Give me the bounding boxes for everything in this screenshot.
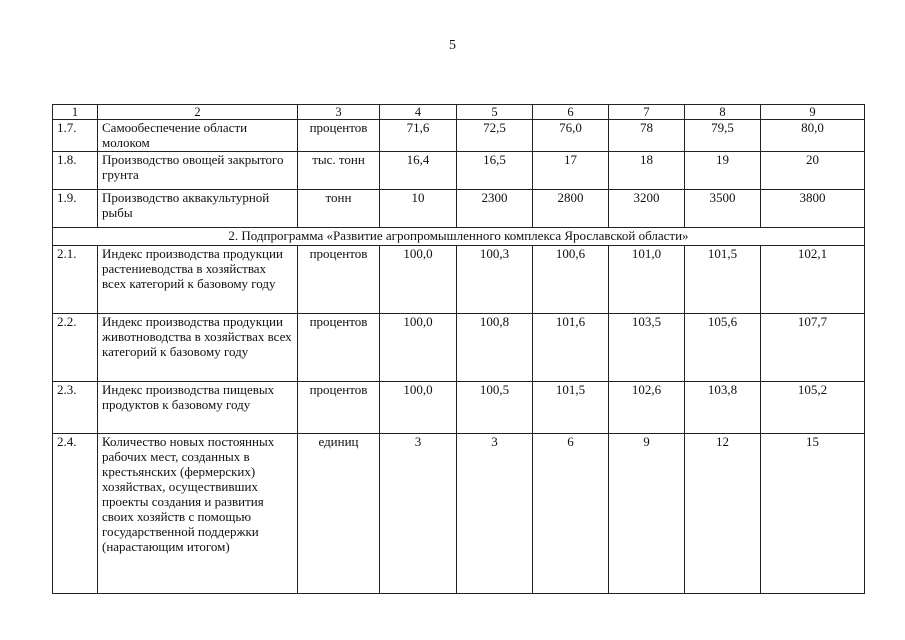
value-cell: 72,5 xyxy=(457,120,533,152)
value-cell: 2800 xyxy=(533,190,609,228)
column-number: 2 xyxy=(98,105,298,120)
value-cell: 103,5 xyxy=(609,314,685,382)
value-cell: 100,5 xyxy=(457,382,533,434)
row-number: 1.7. xyxy=(53,120,98,152)
value-cell: 101,5 xyxy=(685,246,761,314)
value-cell: 102,6 xyxy=(609,382,685,434)
value-cell: 15 xyxy=(761,434,865,594)
column-number: 9 xyxy=(761,105,865,120)
table-row xyxy=(53,120,865,152)
row-number: 2.4. xyxy=(53,434,98,594)
unit: процентов xyxy=(298,120,380,152)
column-number: 5 xyxy=(457,105,533,120)
table-row xyxy=(53,382,865,434)
value-cell: 107,7 xyxy=(761,314,865,382)
value-cell: 16,4 xyxy=(380,152,457,190)
value-cell: 12 xyxy=(685,434,761,594)
value-cell: 103,8 xyxy=(685,382,761,434)
column-number: 3 xyxy=(298,105,380,120)
unit: процентов xyxy=(298,246,380,314)
value-cell: 101,5 xyxy=(533,382,609,434)
table-row xyxy=(53,434,865,594)
value-cell: 79,5 xyxy=(685,120,761,152)
value-cell: 100,6 xyxy=(533,246,609,314)
table-row xyxy=(53,314,865,382)
value-cell: 20 xyxy=(761,152,865,190)
value-cell: 100,0 xyxy=(380,246,457,314)
value-cell: 6 xyxy=(533,434,609,594)
value-cell: 3200 xyxy=(609,190,685,228)
value-cell: 71,6 xyxy=(380,120,457,152)
value-cell: 78 xyxy=(609,120,685,152)
indicators-table xyxy=(52,104,865,594)
column-number: 4 xyxy=(380,105,457,120)
row-number: 2.3. xyxy=(53,382,98,434)
value-cell: 100,0 xyxy=(380,314,457,382)
value-cell: 18 xyxy=(609,152,685,190)
unit: тыс. тонн xyxy=(298,152,380,190)
value-cell: 105,2 xyxy=(761,382,865,434)
value-cell: 17 xyxy=(533,152,609,190)
table-row xyxy=(53,246,865,314)
value-cell: 80,0 xyxy=(761,120,865,152)
row-number: 1.8. xyxy=(53,152,98,190)
column-number: 8 xyxy=(685,105,761,120)
column-number: 6 xyxy=(533,105,609,120)
row-number: 1.9. xyxy=(53,190,98,228)
page-number: 5 xyxy=(449,38,456,53)
indicator-name: Количество новых постоянных рабочих мест, созданных в крестьянских (фермерских) хозяйствах, осуществивших проекты создания и развития своих хозяйств с помощью государственной поддержки (нарастающим итогом) xyxy=(98,434,298,594)
indicator-name: Производство овощей закрытого грунта xyxy=(98,152,298,190)
value-cell: 3 xyxy=(457,434,533,594)
unit: процентов xyxy=(298,314,380,382)
indicator-name: Производство аквакультурной рыбы xyxy=(98,190,298,228)
indicator-name: Самообеспечение области молоком xyxy=(98,120,298,152)
column-number: 7 xyxy=(609,105,685,120)
value-cell: 105,6 xyxy=(685,314,761,382)
value-cell: 3500 xyxy=(685,190,761,228)
value-cell: 101,0 xyxy=(609,246,685,314)
unit: процентов xyxy=(298,382,380,434)
column-number: 1 xyxy=(53,105,98,120)
unit: тонн xyxy=(298,190,380,228)
section-title: 2. Подпрограмма «Развитие агропромышленного комплекса Ярославской области» xyxy=(53,228,865,246)
value-cell: 102,1 xyxy=(761,246,865,314)
unit: единиц xyxy=(298,434,380,594)
table-row xyxy=(53,152,865,190)
indicator-name: Индекс производства пищевых продуктов к базовому году xyxy=(98,382,298,434)
indicator-name: Индекс производства продукции растениеводства в хозяйствах всех категорий к базовому году xyxy=(98,246,298,314)
section-row xyxy=(53,228,865,246)
value-cell: 9 xyxy=(609,434,685,594)
value-cell: 16,5 xyxy=(457,152,533,190)
indicator-name: Индекс производства продукции животноводства в хозяйствах всех категорий к базовому году xyxy=(98,314,298,382)
value-cell: 2300 xyxy=(457,190,533,228)
value-cell: 100,0 xyxy=(380,382,457,434)
value-cell: 10 xyxy=(380,190,457,228)
row-number: 2.1. xyxy=(53,246,98,314)
value-cell: 76,0 xyxy=(533,120,609,152)
value-cell: 101,6 xyxy=(533,314,609,382)
value-cell: 3800 xyxy=(761,190,865,228)
column-number-row xyxy=(53,105,865,120)
value-cell: 3 xyxy=(380,434,457,594)
value-cell: 100,8 xyxy=(457,314,533,382)
value-cell: 19 xyxy=(685,152,761,190)
value-cell: 100,3 xyxy=(457,246,533,314)
row-number: 2.2. xyxy=(53,314,98,382)
table-row xyxy=(53,190,865,228)
